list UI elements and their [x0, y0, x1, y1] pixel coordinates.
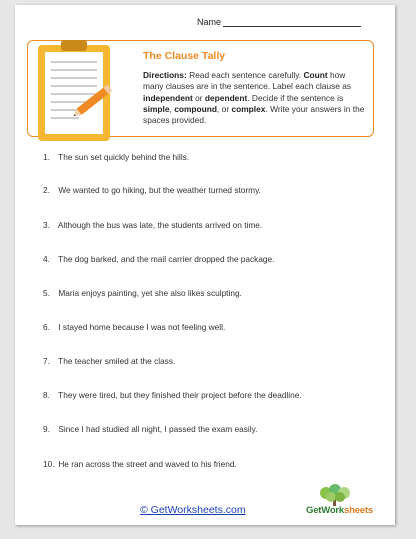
name-label: Name	[197, 17, 222, 27]
sentence-item: 6. I stayed home because I was not feeling well.	[43, 322, 226, 332]
sentence-item: 10. He ran across the street and waved to his friend.	[43, 459, 237, 469]
sentence-item: 4. The dog barked, and the mail carrier dropped the package.	[43, 254, 275, 264]
sentence-item: 3. Although the bus was late, the students arrived on time.	[43, 220, 263, 230]
clipboard-icon	[35, 37, 122, 144]
name-field	[197, 17, 361, 27]
sentence-item: 8. They were tired, but they finished their project before the deadline.	[43, 390, 302, 400]
sentence-item: 2. We wanted to go hiking, but the weather turned stormy.	[43, 185, 261, 195]
sentence-item: 5. Maria enjoys painting, yet she also likes sculpting.	[43, 288, 242, 298]
directions-text: Directions: Read each sentence carefully. Count how many clauses are in the sentence. Label each clause as independent or dependent. Decide if the sentence is simple, compound, or complex. Write your answers in the spaces provided.	[143, 70, 365, 126]
getworksheets-link[interactable]: © GetWorksheets.com	[140, 504, 246, 516]
name-line[interactable]	[223, 17, 361, 27]
sentence-item: 7. The teacher smiled at the class.	[43, 356, 176, 366]
logo-wordmark: GetWorksheets	[306, 505, 373, 516]
sentence-item: 1. The sun set quickly behind the hills.	[43, 152, 190, 162]
worksheet-title: The Clause Tally	[143, 50, 226, 62]
sentence-item: 9. Since I had studied all night, I passed the exam easily.	[43, 424, 258, 434]
